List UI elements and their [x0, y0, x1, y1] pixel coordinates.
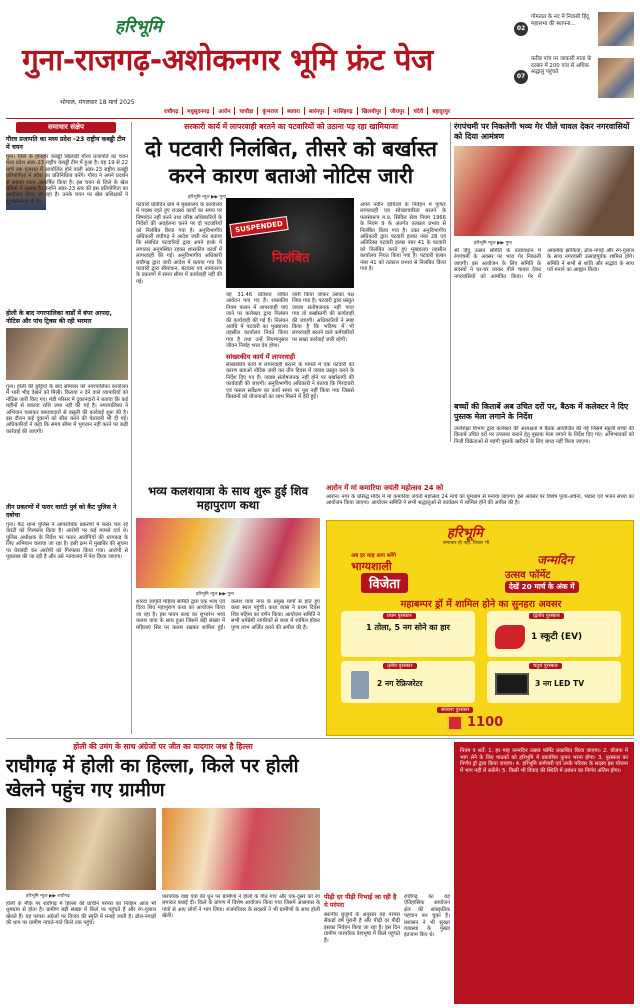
photo-label: निलंबित	[272, 251, 310, 266]
nav-item[interactable]: ब्यावरा	[283, 107, 305, 115]
consolation-value: 1100	[467, 715, 504, 730]
lead-subbody: सांख्यकीय कार्य में लापरवाही बरतने के मामले में एक पटवारी को कारण बताओ नोटिस जारी कर तीन दिवस में जवाब प्रस्तुत करने के निर्देश दिए गए हैं। जवाब संतोषजनक नहीं होने पर बर्खास्तगी की कार्यवाही की जाएगी। अनुविभागीय अधिकारी ने बताया कि गिरदावरी एवं फसल सर्वेक्षण का कार्य समय पर पूरा नहीं किया गया जिससे किसानों को योजनाओं का लाभ मिलने में देरी हुई।	[226, 362, 354, 401]
region-nav	[160, 106, 634, 116]
bottom-side	[324, 742, 400, 1004]
ad-block	[326, 520, 634, 736]
event-story	[136, 484, 320, 736]
aaron-title: आरोन में मां कमारिया जयंती महोत्सव 24 को	[326, 484, 444, 492]
prize-2	[487, 611, 621, 657]
prize-1-text: 1 तोला, 5 नग सोने का हार	[366, 623, 450, 632]
col-rule-left	[131, 122, 132, 734]
event-headline: भव्य कलशयात्रा के साथ शुरू हुई शिव महापुराण कथा	[147, 484, 309, 512]
bottom-subhead: पीढ़ी दर पीढ़ी निभाई जा रही है ये परंपरा	[324, 893, 397, 909]
bottom-photo-2	[162, 808, 320, 890]
brief-1-title: गौरव प्रजापति का मध्य प्रदेश -23 राष्ट्रीय कबड्डी टीम में चयन	[6, 136, 126, 151]
nav-item[interactable]: सारंगपुर	[305, 107, 330, 115]
lead-body-col3: जारी किया जाकर उसका पक्ष लिया गया है। पटवारी द्वारा प्रस्तुत जवाब संतोषजनक नहीं पाया गया तो बर्खास्तगी की कार्यवाही की जाएगी। अधिकारियों ने स्पष्ट किया है कि भविष्य में भी लापरवाही बरतने वाले कर्मचारियों पर सख्त कार्रवाई जारी रहेगी।	[292, 292, 354, 343]
prize-1	[341, 611, 475, 657]
lead-body-col1: पटवारी प्रतिदिन ग्राम में मुख्यालय के कार्यालय में पदस्थ रहते हुए राजस्व कार्यों का समय पर निष्पादन नहीं करने तथा वरिष्ठ अधिकारियों के निर्देशों की अवहेलना करने पर दो पटवारियों को निलंबित किया गया है। अनुविभागीय अधिकारी राघौगढ़ ने आदेश जारी कर बताया कि संबंधित पटवारियों द्वारा अपने हल्के में लगातार अनुपस्थित रहकर शासकीय कार्यों में लापरवाही की गई। अनुविभागीय अधिकारी राघौगढ़ द्वारा जारी आदेश में बताया गया कि पटवारी द्वारा सीमांकन, बंटवारा एवं नामांतरण के प्रकरणों में समय सीमा में कार्यवाही नहीं की गई।	[136, 202, 222, 285]
masthead-logo: हरिभूमि	[115, 17, 162, 37]
prize-3	[341, 661, 475, 703]
nav-item[interactable]: खिलचीपुर	[358, 107, 387, 115]
ad-lucky: भाग्यशाली	[351, 560, 392, 573]
lead-body-col2: वह 31.46 प्रतिशत लंबित आवेदन पाए गए हैं। शासकीय नियम पालन में लापरवाही पाए जाने पर कलेक्टर द्वारा निलंबन की कार्यवाही की गई है। निलंबन अवधि में पटवारी का मुख्यालय तहसील कार्यालय नियत किया गया है तथा उन्हें नियमानुसार जीवन निर्वाह भत्ता देय होगा।	[226, 292, 288, 350]
nav-item[interactable]: राघौगढ़	[160, 107, 183, 115]
lead-photo	[226, 198, 354, 288]
teaser-2-photo	[598, 58, 634, 98]
nav-item[interactable]: जीरापुर	[386, 107, 409, 115]
lead-byline: हरिभूमि न्यूज ▶▶ गुना	[188, 195, 226, 200]
right-headline: रंगपंचमी पर निकलेगी भव्य गेर पीले चावल देकर नगरवासियों को दिया आमंत्रण	[454, 122, 630, 141]
bottom-body-3: राघौगढ़ का यह ऐतिहासिक आयोजन क्षेत्र की सांस्कृतिक पहचान बन चुका है। प्रशासन ने भी सुरक्षा व्यवस्था के पुख्ता इंतजाम किए थे।	[404, 894, 450, 939]
nav-item[interactable]: चंदेरी	[409, 107, 428, 115]
prize-2-text: 1 स्कूटी (EV)	[531, 632, 583, 642]
teaser-2-text: करीब पांच पर जाकारी माता के दरबार में 200 गांव से अधिक श्रद्धालु पहुंचते	[531, 56, 592, 76]
ad-lucky-top: अब हर माह आप बनेंगे	[351, 553, 396, 559]
ad-janmadin: जन्मदिन	[537, 553, 574, 567]
brief-1-body: गुना। जिले के होनहार कबड्डी खिलाड़ी गौरव प्रजापति का चयन मध्य प्रदेश अंडर-23 राष्ट्रीय कबड्डी टीम में हुआ है। यह 19 से 22 मार्च तक गुजरात में आयोजित होने वाली अंडर-23 राष्ट्रीय कबड्डी प्रतियोगिता में प्रदेश का प्रतिनिधित्व करेंगे। गौरव ने अपने प्रदर्शन से सबका ध्यान आकर्षित किया है। इस चयन से जिले के खेल प्रेमियों में उत्साह है। उन्होंने अंडर-23 स्तर की इस प्रतियोगिता का आयोजन किया जा रहा है। उनके चयन पर खेल प्रशिक्षकों ने शुभकामनाएं दी हैं।	[6, 154, 128, 205]
bottom-photo-1	[6, 808, 156, 890]
header-rule	[6, 118, 634, 119]
right-photo	[454, 146, 634, 236]
tv-icon	[495, 673, 529, 695]
teaser-1	[514, 10, 634, 48]
nav-item[interactable]: नरसिंहगढ़	[329, 107, 357, 115]
aaron-body: आरोन। नगर के प्रसिद्ध मंदिर में मां कमारिया जयंती महोत्सव 24 मार्च को धूमधाम से मनाया जाएगा। इस अवसर पर विशेष पूजा-अर्चना, भंडारा एवं भजन संध्या का आयोजन किया जाएगा। आयोजन समिति ने सभी श्रद्धालुओं से कार्यक्रम में शामिल होने की अपील की है।	[326, 494, 634, 507]
ad-date: देखें 20 मार्च के अंक में	[505, 581, 579, 593]
brief-2-photo	[6, 328, 128, 380]
nav-item[interactable]: बहादुरपुर	[432, 109, 450, 115]
ad-rules: नियम व शर्तें: 1. हर माह जन्मदिन उत्सव फॉर्मेट प्रकाशित किया जाएगा। 2. योजना में भाग लेने के लिए पाठकों को हरिभूमि में प्रकाशित कूपन भरना होगा। 3. पुरस्कार का निर्णय ड्रॉ द्वारा किया जाएगा। 4. हरिभूमि कर्मचारी एवं उनके परिवार के सदस्य इस योजना में भाग नहीं ले सकेंगे। 5. किसी भी विवाद की स्थिति में प्रबंधन का निर्णय अंतिम होगा।	[454, 742, 634, 1004]
nav-item[interactable]: कुंभराज	[258, 107, 283, 115]
nav-item[interactable]: चाचौड़ा	[235, 107, 258, 115]
ad-banner: महाबम्पर ड्रॉ में शामिल होने का सुनहरा अवसर	[400, 599, 562, 610]
right-story	[454, 122, 634, 472]
brief-3-title: तीन प्रकरणों में फरार वारंटी पुर्व को कैंट पुलिस ने दबोचा	[6, 504, 117, 519]
teaser-1-number: 02	[514, 22, 528, 36]
ad-brand: हरिभूमि	[447, 526, 483, 541]
bottom-story	[6, 742, 320, 1004]
bottom-body-2: पारंपरिक वाद्य यंत्रों की धुन पर ग्रामीणों ने होली के गीत गाए और एक-दूसरे को रंग लगाकर बधाई दी। किले के प्रांगण में विशेष आयोजन किया गया जिसमें आसपास के गांवों से आए लोगों ने भाग लिया। राजपरिवार के सदस्यों ने भी ग्रामीणों के साथ होली खेली।	[162, 894, 320, 920]
masthead-title: गुना-राजगढ़-अशोकनगर भूमि फ्रंट पेज	[22, 43, 434, 78]
lead-kicker: सरकारी कार्य में लापरवाही बरतने का पटवारियों को उठाना पड़ रहा खामियाजा	[184, 122, 398, 131]
ad-utsav: उत्सव फॉर्मेट	[505, 570, 551, 581]
nav-item[interactable]: मधुसूदनगढ़	[183, 107, 214, 115]
dateline: भोपाल, मंगलवार 18 मार्च 2025	[60, 99, 135, 106]
bottom-rule	[6, 738, 634, 739]
bottom-body-1: होली के मौके पर राघौगढ़ में हिल्ला की प्राचीन परंपरा का निर्वहन आज भी धूमधाम से होता है। ग्रामीण बड़ी संख्या में किले पर पहुंचते हैं और रंग-गुलाल खेलते हैं। यह परंपरा अंग्रेजों पर विजय की स्मृति में मनाई जाती है। ढोल-नगाड़ों की थाप पर ग्रामीण नाचते-गाते किले तक पहुंचे।	[6, 901, 156, 927]
bottom-subbody: स्थानीय बुजुर्गों के अनुसार यह परंपरा सैकड़ों वर्ष पुरानी है और पीढ़ी दर पीढ़ी इसका निर्वहन किया जा रहा है। इस दिन ग्रामीण पारंपरिक वेशभूषा में किले पहुंचते हैं।	[324, 912, 400, 944]
gift-icon	[447, 715, 463, 731]
nav-item[interactable]: आरोन	[214, 107, 235, 115]
right-subheadline: बच्चों की किताबें अब उचित दरों पर, बैठक में कलेक्टर ने दिए पुस्तक मेला लगाने के निर्देश	[454, 402, 629, 421]
right-subbody: जनशिक्षा विभाग द्वारा कलेक्टर की अध्यक्षता में बैठक आयोजित की गई जिसमें स्कूली बच्चों की किताबें उचित दरों पर उपलब्ध कराने हेतु पुस्तक मेला लगाने के निर्देश दिए गए। अभिभावकों को निजी विक्रेताओं से महंगी पुस्तकें खरीदने के लिए बाध्य नहीं किया जाएगा।	[454, 426, 634, 445]
prize-2-label: द्वितीय पुरस्कार	[529, 613, 564, 619]
brief-2-title: होली के बाद नगरपालिका वार्डों में बंपर आपदा, नोटिस और पांच ट्रिक्स की रही भरमार	[6, 310, 112, 325]
lead-headline: दो पटवारी निलंबित, तीसरे को बर्खास्त करने कारण बताओ नोटिस जारी	[144, 137, 438, 188]
prize-4-label: चतुर्थ पुरस्कार	[529, 663, 562, 669]
bottom-kicker: होली की उमंग के साथ अंग्रेजों पर जीत का यादगार जश्न है हिल्ला	[73, 742, 253, 751]
prize-4	[487, 661, 621, 703]
event-body: शारदा जागृति महिला समिति द्वारा एक भव्य एवं दिव्य शिव महापुराण कथा का आयोजन किया जा रहा है। इस पावन कथा का शुभारंभ भव्य कलश यात्रा के साथ हुआ जिसमें बड़ी संख्या में महिलाएं सिर पर कलश रखकर शामिल हुईं। कलश यात्रा नगर के प्रमुख मार्गों से होते हुए कथा स्थल पहुंची। कथा व्यास ने प्रथम दिवस शिव महिमा का वर्णन किया। आयोजन समिति ने सभी धर्मप्रेमी नागरिकों से कथा में शामिल होकर पुण्य लाभ अर्जित करने की अपील की है।	[136, 599, 320, 631]
right-body: श्री हिंदू उत्सव समिति के तत्वावधान में रंगपंचमी के अवसर पर भव्य गेर निकाली जाएगी। इस आयोजन के लिए समिति के सदस्यों ने घर-घर जाकर पीले चावल देकर नगरवासियों को आमंत्रित किया। गेर में आकर्षक झांकियां, ढोल-नगाड़े और रंग-गुलाल के साथ नगरवासी उत्साहपूर्वक शामिल होंगे। समिति ने सभी से शांति और सद्भाव के साथ पर्व मनाने का आह्वान किया।	[454, 248, 634, 280]
event-byline: हरिभूमि न्यूज ▶▶ गुना	[196, 592, 234, 597]
scooter-icon	[495, 625, 525, 649]
fridge-icon	[351, 671, 369, 699]
lead-story	[136, 122, 446, 482]
right-byline: हरिभूमि न्यूज ▶▶ गुना	[474, 241, 512, 246]
brief-2-body: गुना। होली की छुट्टियों के बाद सोमवार को नगरपालिका कार्यालय में भारी भीड़ देखने को मिली। किराया न देने वाले व्यापारियों को नोटिस जारी किए गए। मंडी परिसर में दुकानदारों ने बताया कि कई महीनों से बकाया राशि जमा नहीं की गई है। नगरपालिका ने अभियान चलाकर बकायादारों से वसूली की कार्रवाई शुरू की है। इस दौरान कई दुकानों को सील करने की चेतावनी भी दी गई। अधिकारियों ने कहा कि समय सीमा में भुगतान नहीं करने पर कड़ी कार्रवाई की जाएगी।	[6, 384, 128, 435]
ad-tagline: समाचार ही नहीं, विचार भी	[443, 541, 490, 546]
ad-winner: विजेता	[361, 573, 408, 593]
teaser-2	[514, 54, 634, 100]
prize-4-text: 3 नग LED TV	[535, 679, 585, 688]
brief-header: समाचार संक्षेप	[16, 122, 116, 133]
bottom-headline: राघौगढ़ में होली का हिल्ला, किले पर होली खेलने पहुंच गए ग्रामीण	[6, 755, 299, 801]
consolation-label: सांत्वना पुरस्कार	[437, 707, 473, 713]
bottom-byline: हरिभूमि न्यूज ▶▶ राघौगढ़	[26, 894, 70, 899]
teaser-2-number: 07	[514, 70, 528, 84]
masthead	[0, 0, 640, 106]
lead-subhead: सांख्यकीय कार्य में लापरवाही	[226, 353, 296, 361]
teaser-1-photo	[598, 12, 634, 46]
brief-3-body: गुना। कैंट थाना पुलिस ने आपराधिक प्रकरणों में फरार चल रहे वारंटी को गिरफ्तार किया है। आरोपी पर कई मामले दर्ज थे। पुलिस अधीक्षक के निर्देश पर फरार आरोपियों की धरपकड़ के लिए अभियान चलाया जा रहा है। इसी क्रम में मुखबिर की सूचना पर घेराबंदी कर आरोपी को गिरफ्तार किया गया। आरोपी से पूछताछ की जा रही है और उसे न्यायालय में पेश किया जाएगा।	[6, 522, 128, 561]
prize-3-text: 2 नग रेफ्रिजरेटर	[377, 679, 423, 688]
prize-1-label: प्रथम पुरस्कार	[383, 613, 416, 619]
teaser-1-text: गोमतात के नए में निवासी हिंदू महासभा की स्थापना...	[531, 14, 590, 27]
col-rule-right	[450, 122, 451, 442]
aaron-brief	[326, 484, 634, 518]
event-photo	[136, 518, 320, 588]
prize-3-label: तृतीय पुरस्कार	[383, 663, 417, 669]
lead-body-col4: अपने नवीन दायित्वों के निर्वहन में पूर्णतः लापरवाही एवं स्वेच्छाचारिता बरतने के फलस्वरूप म.प्र. सिविल सेवा नियम 1966 के नियम 9 के अंतर्गत तत्काल प्रभाव से निलंबित किया गया है। उक्त अनुविभागीय अधिकारी द्वारा पटवारी हल्का नंबर 28 एवं अतिरिक्त पटवारी हल्का नंबर 41 के पटवारी को निलंबित करते हुए मुख्यालय तहसील कार्यालय नियत किया गया है। पटवारी हल्का नंबर 41 को तत्काल प्रभाव से निलंबित किया गया है।	[360, 202, 446, 273]
suspended-stamp: SUSPENDED	[229, 216, 288, 238]
left-column	[6, 122, 128, 734]
